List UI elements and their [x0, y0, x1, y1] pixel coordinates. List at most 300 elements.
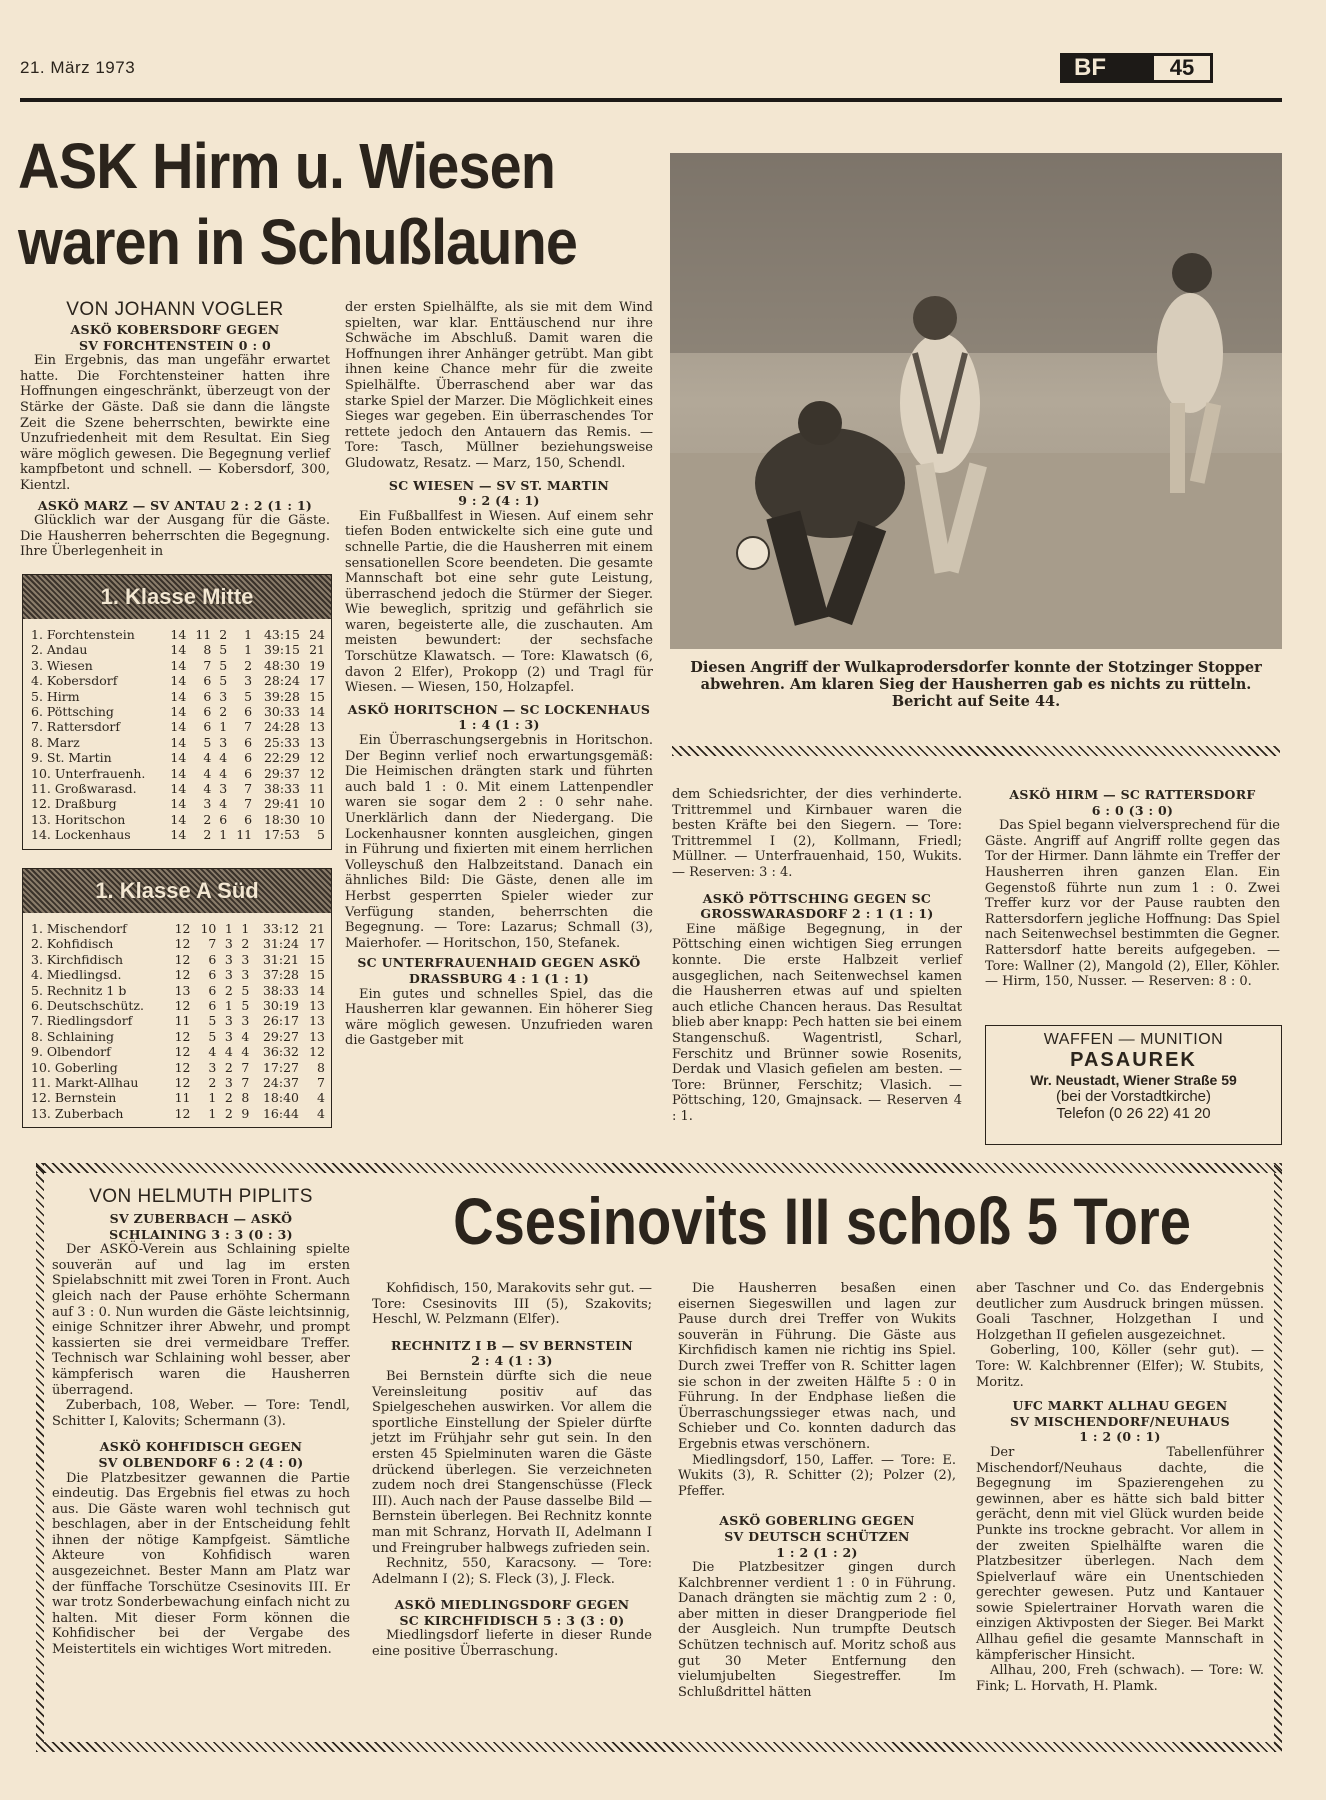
stat-cell: 6 — [203, 673, 212, 689]
match-heading: SV DEUTSCH SCHÜTZEN — [724, 1528, 910, 1544]
stat-cell: 6 — [208, 951, 217, 967]
stat-cell: 30:33 — [263, 704, 300, 720]
team-name-cell: 11. Großwarasd. — [31, 781, 137, 797]
stat-cell: 12 — [309, 1044, 325, 1060]
team-name-cell: 1. Forchtenstein — [31, 627, 135, 642]
stat-cell: 12 — [174, 921, 191, 936]
ad-company-name: PASAUREK — [1070, 1049, 1197, 1071]
team-name-cell: 2. Kohfidisch — [31, 936, 114, 952]
table-row — [31, 766, 325, 781]
stat-cell: 14 — [170, 781, 187, 797]
ad-address: Wr. Neustadt, Wiener Straße 59 — [1030, 1072, 1237, 1088]
stat-cell: 14 — [170, 750, 187, 766]
match-photo — [670, 153, 1282, 649]
standings-table-sued — [22, 868, 332, 1128]
standings-table-body — [31, 627, 325, 843]
match-heading: SV FORCHTENSTEIN 0 : 0 — [78, 337, 272, 353]
stat-cell: 5 — [219, 642, 228, 658]
team-name-cell: 8. Schlaining — [31, 1028, 115, 1044]
team-name-cell: 9. St. Martin — [31, 750, 112, 766]
stat-cell: 19 — [309, 657, 325, 673]
stat-cell: 7 — [203, 657, 212, 673]
stat-cell: 11 — [236, 827, 253, 843]
table-row — [31, 952, 325, 967]
stat-cell: 12 — [174, 951, 191, 967]
stat-cell: 3 — [224, 951, 233, 967]
page-badge — [1060, 53, 1213, 83]
team-name-cell: 3. Wiesen — [31, 657, 93, 673]
match-heading: ASKÖ PÖTTSCHING GEGEN SC GROSSWARASDORF 2 : 1 (1 : 1) — [700, 890, 934, 922]
team-name-cell: 6. Pöttsching — [31, 704, 114, 720]
header-rule — [20, 98, 1282, 102]
paragraph: Allhau, 200, Freh (schwach). — Tore: W. Fink; L. Horvath, H. Plamk. — [976, 1663, 1264, 1694]
stat-cell: 43:15 — [263, 627, 300, 642]
stat-cell: 6 — [244, 750, 253, 766]
team-name-cell: 11. Markt-Allhau — [31, 1075, 139, 1091]
team-name-cell: 5. Hirm — [31, 688, 80, 704]
table-row — [31, 812, 325, 827]
article2-headline: Csesinovits III schoß 5 Tore — [453, 1184, 1191, 1258]
stat-cell: 31:21 — [262, 951, 300, 967]
stat-cell: 4 — [219, 796, 228, 812]
paragraph: Die Platzbesitzer gingen durch Kalchbrenner verdient 1 : 0 in Führung. Danach drängten sie mächtig zum 2 : 0, aber mitten in dieser Drangperiode fiel der Ausgleich. Nun trumpfte Deutsch Schützen technisch auf. Moritz schoß aus gut 30 Meter Entfernung den vielumjubelten Siegestreffer. Im Schlußdrittel hätten — [678, 1560, 956, 1700]
stat-cell: 3 — [224, 1013, 233, 1029]
team-name-cell: 1. Mischendorf — [31, 921, 127, 936]
stat-cell: 1 — [208, 1090, 217, 1106]
stat-cell: 2 — [203, 811, 212, 827]
stat-cell: 4 — [203, 765, 212, 781]
stat-cell: 11 — [174, 1090, 191, 1106]
team-name-cell: 9. Olbendorf — [31, 1044, 111, 1060]
table-row — [31, 673, 325, 688]
stat-cell: 5 — [208, 1013, 217, 1029]
stat-cell: 5 — [208, 1028, 217, 1044]
frame-top — [36, 1163, 1282, 1173]
paragraph: der ersten Spielhälfte, als sie mit dem Wind spielten, war klar. Enttäuschend nur ihre Schwäche im Abschluß. Damit waren die Hoffnungen ihrer Anhänger getrübt. Man gibt ihnen keine Chance mehr für die zweite Spielhälfte. Überraschend aber war das starke Spiel der Marzer. Die Möglichkeit eines Sieges war gegeben. Ein überraschendes Tor rettete jedoch den Antauern das Remis. — Tore: Tasch, Müllner beziehungsweise Gludowatz, Resatz. — Marz, 150, Schendl. — [345, 300, 653, 471]
stat-cell: 38:33 — [263, 781, 300, 797]
stat-cell: 4 — [208, 1044, 217, 1060]
stat-cell: 12 — [174, 1059, 191, 1075]
stat-cell: 26:17 — [262, 1013, 300, 1029]
table-title: 1. Klasse Mitte — [100, 584, 254, 609]
stat-cell: 11 — [195, 627, 212, 642]
table-title: 1. Klasse A Süd — [95, 878, 259, 903]
team-name-cell: 12. Bernstein — [31, 1090, 117, 1106]
match-heading: ASKÖ KOHFIDISCH GEGEN — [99, 1439, 303, 1455]
stat-cell: 10 — [309, 811, 325, 827]
stat-cell: 4 — [241, 1044, 250, 1060]
stat-cell: 17 — [309, 936, 325, 952]
stat-cell: 3 — [241, 1013, 250, 1029]
stat-cell: 31:24 — [262, 936, 300, 952]
article1-headline-line1: ASK Hirm u. Wiesen — [18, 130, 555, 202]
table-row — [31, 827, 325, 842]
paragraph: Miedlingsdorf lieferte in dieser Runde eine positive Überraschung. — [372, 1628, 652, 1660]
stat-cell: 29:37 — [263, 765, 300, 781]
stat-cell: 12 — [309, 765, 325, 781]
stat-cell: 17:53 — [263, 827, 300, 843]
stat-cell: 4 — [241, 1028, 250, 1044]
paragraph: Goberling, 100, Köller (sehr gut). — Tore: W. Kalchbrenner (Elfer); W. Stubits, Moritz. — [976, 1343, 1264, 1390]
ad-line: WAFFEN — MUNITION — [1043, 1031, 1224, 1048]
table-row — [31, 658, 325, 673]
stat-cell: 1 — [219, 719, 228, 735]
paragraph: Das Spiel begann vielversprechend für die Gäste. Angriff auf Angriff rollte gegen das Tor der Hirmer. Dann lähmte ein Treffer der Hausherren ihren ganzen Elan. Ein Gegenstoß führte nun zum 1 : 0. Zwei Treffer kurz vor der Pause raubten den Rattersdorfern jegliche Hoffnung: Das Spiel nach Seitenwechsel bestimmten die Gegner. Rattersdorf hatte bereits aufgegeben. — Tore: Wallner (2), Mangold (2), Eller, Köhler. — Hirm, 150, Nusser. — Reserven: 8 : 0. — [985, 818, 1280, 990]
stat-cell: 14 — [309, 704, 325, 720]
match-heading: ASKÖ GOBERLING GEGEN — [719, 1513, 915, 1529]
advertisement-pasaurek — [985, 1025, 1282, 1145]
stat-cell: 39:28 — [263, 688, 300, 704]
paragraph: Kohfidisch, 150, Marakovits sehr gut. — Tore: Csesinovits III (5), Szakovits; Heschl, W. Pelzmann (Elfer). — [372, 1281, 652, 1328]
stat-cell: 15 — [309, 951, 325, 967]
stat-cell: 7 — [241, 1075, 250, 1091]
match-heading: SCHLAINING 3 : 3 (0 : 3) — [109, 1226, 293, 1242]
stat-cell: 6 — [203, 688, 212, 704]
stat-cell: 5 — [241, 982, 250, 998]
stat-cell: 10 — [200, 921, 217, 936]
stat-cell: 6 — [244, 704, 253, 720]
match-heading: ASKÖ KOBERSDORF GEGEN — [70, 322, 280, 337]
stat-cell: 7 — [244, 719, 253, 735]
stat-cell: 2 — [208, 1075, 217, 1091]
table-row — [31, 1090, 325, 1105]
stat-cell: 13 — [309, 719, 325, 735]
paragraph: Der ASKÖ-Verein aus Schlaining spielte souverän auf und lag im ersten Spielabschnitt mit zwei Toren in Front. Auch gleich nach der Pause erhöhte Schermann auf 3 : 0. Nun wurden die Gäste leichtsinnig, einige Schnitzer ihrer Abwehr, und prompt kassierten sie drei vermeidbare Treffer. Technisch war Schlaining wohl besser, aber kämpferisch waren die Hausherren überragend. — [52, 1242, 350, 1398]
stat-cell: 1 — [244, 627, 253, 642]
stat-cell: 2 — [219, 704, 228, 720]
stat-cell: 2 — [224, 1105, 233, 1121]
table-row — [31, 1029, 325, 1044]
brand-label: BF — [1074, 54, 1106, 81]
team-name-cell: 14. Lockenhaus — [31, 827, 131, 843]
stat-cell: 30:19 — [262, 998, 300, 1014]
stat-cell: 14 — [170, 704, 187, 720]
article1-column-2 — [345, 300, 653, 1049]
stat-cell: 14 — [170, 688, 187, 704]
stat-cell: 1 — [208, 1105, 217, 1121]
stat-cell: 5 — [244, 688, 253, 704]
article2-column-2 — [372, 1281, 652, 1660]
team-name-cell: 2. Andau — [31, 642, 88, 658]
frame-right — [1274, 1163, 1282, 1752]
stat-cell: 5 — [219, 673, 228, 689]
stat-cell: 3 — [208, 1059, 217, 1075]
stat-cell: 36:32 — [262, 1044, 300, 1060]
table-row — [31, 1044, 325, 1059]
paragraph: Die Hausherren besaßen einen eisernen Siegeswillen und lagen zur Pause durch drei Treffer von Wukits souverän in Führung. Die Gäste aus Kirchfidisch kamen nie richtig ins Spiel. Durch zwei Treffer von R. Schitter lagen sie schon in der zweiten Hälfte 5 : 0 in Führung. In der Endphase ließen die Überraschungssieger etwas nach, und Schieber und Co. konnten dadurch das Ergebnis etwas verschönern. — [678, 1281, 956, 1452]
team-name-cell: 8. Marz — [31, 734, 80, 750]
paragraph: Ein Überraschungsergebnis in Horitschon. Der Beginn verlief noch erwartungsgemäß: Die Heimischen drängten stark und führten auch bald 1 : 0. Mit einem Lattenpendler waren sie sogar dem 2 : 0 sehr nahe. Unerklärlich dann der Niedergang. Die Lockenhausner konnten ausgleichen, gingen in Führung und fixierten mit einem herrlichen Volleyschuß den Halbzeitstand. Danach ein ähnliches Bild: Die Gäste, denen alle im Herbst gesperrten Spieler wieder zur Verfügung standen, beherrschten die Begegnung. — Tore: Lazarus; Schmall (3), Maierhofer. — Horitschon, 150, Stefanek. — [345, 733, 653, 951]
ad-location-note: (bei der Vorstadtkirche) — [1055, 1088, 1212, 1105]
table-row — [31, 936, 325, 951]
team-name-cell: 4. Miedlingsd. — [31, 967, 122, 983]
stat-cell: 4 — [317, 1105, 325, 1121]
table-row — [31, 1075, 325, 1090]
stat-cell: 14 — [170, 642, 187, 658]
stat-cell: 6 — [244, 811, 253, 827]
stat-cell: 24:37 — [262, 1075, 300, 1091]
paragraph: Glücklich war der Ausgang für die Gäste. Die Hausherren beherrschten die Begegnung. Ihre Überlegenheit in — [20, 513, 330, 560]
table-row — [31, 719, 325, 734]
stat-cell: 3 — [241, 951, 250, 967]
stat-cell: 14 — [170, 811, 187, 827]
stat-cell: 7 — [244, 781, 253, 797]
issue-date: 21. März 1973 — [20, 58, 136, 77]
table-row — [31, 967, 325, 982]
match-photo-image — [670, 153, 1282, 649]
stat-cell: 1 — [224, 998, 233, 1014]
stat-cell: 11 — [174, 1013, 191, 1029]
stat-cell: 3 — [224, 1075, 233, 1091]
stat-cell: 22:29 — [263, 750, 300, 766]
stat-cell: 15 — [309, 967, 325, 983]
stat-cell: 4 — [219, 750, 228, 766]
stat-cell: 12 — [174, 1044, 191, 1060]
team-name-cell: 10. Unterfrauenh. — [31, 765, 146, 781]
stat-cell: 12 — [309, 750, 325, 766]
stat-cell: 1 — [219, 827, 228, 843]
match-heading: ASKÖ HORITSCHON — SC LOCKENHAUS 1 : 4 (1 : 3) — [347, 701, 651, 733]
team-name-cell: 5. Rechnitz 1 b — [31, 982, 127, 998]
stat-cell: 8 — [241, 1090, 250, 1106]
stat-cell: 1 — [241, 921, 250, 936]
stat-cell: 4 — [219, 765, 228, 781]
photo-caption: Diesen Angriff der Wulkaprodersdorfer konnte der Stotzinger Stopper abwehren. Am klaren Sieg der Hausherren gab es nichts zu rütteln. Bericht auf Seite 44. — [690, 659, 1262, 710]
table-header-band — [23, 575, 331, 619]
paragraph: Bei Bernstein dürfte sich die neue Vereinsleitung positiv auf das Spielgeschehen auswirken. Vor allem die sportliche Einstellung der Spieler dürfte jetzt im Frühjahr sehr gut sein. In den ersten 45 Spielminuten waren die Gäste drückend überlegen. Sie verzeichneten zudem noch drei Stangenschüsse (Fleck III). Auch nach der Pause dasselbe Bild — Bernstein überlegen. Bei Rechnitz konnte man mit Schranz, Horvath II, Adelmann I und Freingruber halbwegs zufrieden sein. — [372, 1368, 652, 1556]
table-row — [31, 1060, 325, 1075]
stat-cell: 48:30 — [263, 657, 300, 673]
stat-cell: 3 — [224, 936, 233, 952]
ad-phone: Telefon (0 26 22) 41 20 — [1056, 1105, 1211, 1122]
stat-cell: 29:27 — [262, 1028, 300, 1044]
stat-cell: 18:40 — [262, 1090, 300, 1106]
team-name-cell: 13. Zuberbach — [31, 1105, 124, 1121]
stat-cell: 14 — [170, 827, 187, 843]
stat-cell: 25:33 — [263, 734, 300, 750]
stat-cell: 12 — [174, 1105, 191, 1121]
match-heading: RECHNITZ I B — SV BERNSTEIN — [391, 1337, 633, 1353]
match-heading: SV ZUBERBACH — ASKÖ — [109, 1211, 293, 1226]
stat-cell: 13 — [309, 1013, 325, 1029]
team-name-cell: 4. Kobersdorf — [31, 673, 118, 689]
stat-cell: 6 — [219, 811, 228, 827]
stat-cell: 12 — [174, 1075, 191, 1091]
stat-cell: 18:30 — [263, 811, 300, 827]
paragraph: Zuberbach, 108, Weber. — Tore: Tendl, Schitter I, Kalovits; Schermann (3). — [52, 1398, 350, 1429]
team-name-cell: 12. Draßburg — [31, 796, 117, 812]
table-row — [31, 998, 325, 1013]
stat-cell: 10 — [309, 796, 325, 812]
match-heading: UFC MARKT ALLHAU GEGEN — [1012, 1398, 1228, 1414]
match-heading: ASKÖ HIRM — SC RATTERSDORF — [1009, 787, 1256, 802]
match-heading: ASKÖ MIEDLINGSDORF GEGEN — [394, 1597, 630, 1613]
article1-headline-line2: waren in Schußlaune — [18, 206, 578, 278]
stat-cell: 14 — [170, 719, 187, 735]
stat-cell: 9 — [241, 1105, 250, 1121]
paragraph: Miedlingsdorf, 150, Laffer. — Tore: E. Wukits (3), R. Schitter (2); Polzer (2), Pfeffer. — [678, 1452, 956, 1499]
stat-cell: 6 — [244, 765, 253, 781]
table-row — [31, 750, 325, 765]
stat-cell: 5 — [317, 827, 325, 843]
stat-cell: 13 — [309, 1028, 325, 1044]
match-heading: SC UNTERFRAUENHAID GEGEN ASKÖ DRASSBURG 4 : 1 (1 : 1) — [357, 955, 641, 986]
stat-cell: 1 — [244, 642, 253, 658]
article2-byline: VON HELMUTH PIPLITS — [89, 1186, 313, 1207]
paragraph: Ein Fußballfest in Wiesen. Auf einem sehr tiefen Boden entwickelte sich eine gute und schnelle Partie, die die Hausherren mit einem sensationellen Score beendeten. Die gesamte Mannschaft bot eine sehr gute Leistung, überraschend jedoch die Stürmer der Sieger. Wie beweglich, spritzig und gefährlich sie waren, begeisterte alle, die zuschauten. Am meisten bewundert: der sechsfache Torschütze Klawatsch. — Tore: Klawatsch (6, davon 2 Elfer), Prokopp (2) und Tragl für Wiesen. — Wiesen, 150, Holzapfel. — [345, 508, 653, 696]
stat-cell: 6 — [203, 704, 212, 720]
paragraph: dem Schiedsrichter, der dies verhinderte. Trittremmel und Kirnbauer waren die besten Kräfte bei den Siegern. — Tore: Trittremmel I (2), Kollmann, Friedl; Müllner. — Unterfrauenhaid, 150, Wukits. — Reserven: 3 : 4. — [672, 787, 962, 880]
match-heading: SC WIESEN — SV ST. MARTIN — [388, 477, 610, 493]
stat-cell: 14 — [170, 673, 187, 689]
paragraph: Ein gutes und schnelles Spiel, das die Hausherren klar gewannen. Ein höherer Sieg wäre möglich gewesen. Unzufrieden waren die Gastgeber mit — [345, 986, 653, 1049]
stat-cell: 14 — [170, 734, 187, 750]
stat-cell: 2 — [241, 936, 250, 952]
stat-cell: 13 — [174, 982, 191, 998]
stat-cell: 3 — [244, 673, 253, 689]
table-row — [31, 689, 325, 704]
stat-cell: 17 — [309, 673, 325, 689]
stat-cell: 12 — [174, 936, 191, 952]
paragraph: Ein Ergebnis, das man ungefähr erwartet hatte. Die Forchtensteiner hatten ihre Hoffnungen eingeschränkt, überzeugt von der Stärke der Gäste. Daß sie dann die längste Zeit die Szene beherrschten, bewirkte eine Unzufriedenheit mit dem Resultat. Ein Sieg wäre möglich gewesen. Die Begegnung verlief kampfbetont und schnell. — Kobersdorf, 300, Kientzl. — [20, 353, 330, 493]
caption-divider — [672, 746, 1280, 756]
stat-cell: 3 — [224, 1028, 233, 1044]
table-row — [31, 781, 325, 796]
stat-cell: 3 — [241, 967, 250, 983]
stat-cell: 2 — [203, 827, 212, 843]
stat-cell: 4 — [203, 750, 212, 766]
paragraph: Die Platzbesitzer gewannen die Partie eindeutig. Das Ergebnis fiel etwas zu hoch aus. Die Gäste waren wohl technisch gut beschlagen, aber in der Entscheidung fehlt ihnen der nötige Kampfgeist. Sämtliche Akteure von Kohfidisch waren ausgezeichnet. Bester Mann am Platz war der fünffache Torschütze Csesinovits III. Er war trotz Sonderbewachung einfach nicht zu halten. Mit dieser Form können die Kohfidischer bei der Vergabe des Meistertitels ein wichtiges Wort mitreden. — [52, 1470, 350, 1658]
stat-cell: 21 — [309, 921, 325, 936]
stat-cell: 5 — [241, 998, 250, 1014]
stat-cell: 29:41 — [263, 796, 300, 812]
stat-cell: 6 — [208, 998, 217, 1014]
match-heading: SV OLBENDORF 6 : 2 (4 : 0) — [98, 1454, 304, 1470]
stat-cell: 33:12 — [262, 921, 300, 936]
stat-cell: 14 — [170, 657, 187, 673]
stat-cell: 12 — [174, 1028, 191, 1044]
paragraph: Der Tabellenführer Mischendorf/Neuhaus dachte, die Begegnung im Spazierengehen zu gewinnen, aber es hätte sich bald bitter gerächt, denn mit viel Glück wurden beide Punkte ins trockne gebracht. Vor allem in der zweiten Spielhälfte waren die Platzbesitzer überlegen. Nach dem Spielverlauf wäre ein Unentschieden gerechter gewesen. Putz und Kantauer sowie Spielertrainer Horvath waren die einzigen Aktivposten der Sieger. Bei Markt Allhau gefiel die gesamte Mannschaft in kämpferischer Hinsicht. — [976, 1444, 1264, 1663]
table-row — [31, 1013, 325, 1028]
stat-cell: 3 — [224, 967, 233, 983]
match-heading: ASKÖ MARZ — SV ANTAU 2 : 2 (1 : 1) — [37, 497, 313, 513]
standings-table-mitte — [22, 574, 332, 850]
stat-cell: 24:28 — [263, 719, 300, 735]
stat-cell: 16:44 — [262, 1105, 300, 1121]
table-row — [31, 983, 325, 998]
article1-byline: VON JOHANN VOGLER — [66, 299, 284, 320]
stat-cell: 21 — [309, 642, 325, 658]
stat-cell: 6 — [244, 734, 253, 750]
team-name-cell: 13. Horitschon — [31, 811, 126, 827]
table-row — [31, 627, 325, 642]
stat-cell: 13 — [309, 998, 325, 1014]
stat-cell: 15 — [309, 688, 325, 704]
stat-cell: 7 — [208, 936, 217, 952]
stat-cell: 13 — [309, 734, 325, 750]
frame-left — [36, 1163, 44, 1752]
stat-cell: 1 — [224, 921, 233, 936]
table-row — [31, 796, 325, 811]
stat-cell: 17:27 — [262, 1059, 300, 1075]
team-name-cell: 6. Deutschschütz. — [31, 998, 144, 1014]
stat-cell: 7 — [241, 1059, 250, 1075]
stat-cell: 8 — [317, 1059, 325, 1075]
stat-cell: 14 — [170, 796, 187, 812]
table-row — [31, 1106, 325, 1121]
stat-cell: 4 — [317, 1090, 325, 1106]
stat-cell: 3 — [219, 688, 228, 704]
paragraph: aber Taschner und Co. das Endergebnis deutlicher zum Ausdruck bringen müssen. Goali Taschner, Holzgethan I und Holzgethan II gefielen ausgezeichnet. — [976, 1281, 1264, 1343]
stat-cell: 6 — [208, 967, 217, 983]
stat-cell: 3 — [219, 734, 228, 750]
table-header-band — [23, 869, 331, 913]
match-heading: 1 : 2 (1 : 2) — [776, 1544, 858, 1560]
stat-cell: 38:33 — [262, 982, 300, 998]
stat-cell: 5 — [203, 734, 212, 750]
stat-cell: 2 — [224, 1059, 233, 1075]
stat-cell: 28:24 — [263, 673, 300, 689]
match-heading: 2 : 4 (1 : 3) — [471, 1353, 553, 1369]
table-row — [31, 642, 325, 657]
table-row — [31, 735, 325, 750]
stat-cell: 4 — [203, 781, 212, 797]
stat-cell: 7 — [244, 796, 253, 812]
team-name-cell: 10. Goberling — [31, 1059, 118, 1075]
stat-cell: 8 — [203, 642, 212, 658]
match-heading: SC KIRCHFIDISCH 5 : 3 (3 : 0) — [399, 1612, 625, 1628]
team-name-cell: 7. Rattersdorf — [31, 719, 121, 735]
paragraph: Eine mäßige Begegnung, in der Pöttsching einen wichtigen Sieg errungen konnte. Die erste Halbzeit verlief ausgeglichen, nach Seitenwechsel kamen die Hausherren etwas auf und spielten auch etliche Chancen heraus. Das Resultat blieb aber knapp: Pech hatten sie bei einem Stangenschuß. Wagentristl, Scharl, Ferschitz und Brünner sowie Rosenits, Derdak und Vlasich gefielen am besten. — Tore: Brünner, Ferschitz; Vlasich. — Pöttsching, 120, Gmajnsack. — Reserven 4 : 1. — [672, 921, 962, 1124]
match-heading: 6 : 0 (3 : 0) — [1091, 802, 1174, 818]
article1-column-4 — [985, 787, 1280, 990]
stat-cell: 14 — [170, 627, 187, 642]
stat-cell: 14 — [309, 982, 325, 998]
stat-cell: 3 — [219, 781, 228, 797]
stat-cell: 11 — [309, 781, 325, 797]
article1-column-1 — [20, 298, 330, 560]
stat-cell: 5 — [219, 657, 228, 673]
match-heading: SV MISCHENDORF/NEUHAUS — [1010, 1413, 1230, 1429]
page-number: 45 — [1154, 56, 1210, 80]
frame-bottom — [36, 1742, 1282, 1752]
stat-cell: 3 — [203, 796, 212, 812]
stat-cell: 6 — [208, 982, 217, 998]
team-name-cell: 3. Kirchfidisch — [31, 951, 124, 967]
stat-cell: 7 — [317, 1075, 325, 1091]
match-heading: 1 : 2 (0 : 1) — [1079, 1429, 1161, 1445]
stat-cell: 14 — [170, 765, 187, 781]
article1-headline — [18, 128, 594, 280]
table-row — [31, 921, 325, 936]
article2-column-4 — [976, 1281, 1264, 1694]
stat-cell: 2 — [219, 627, 228, 642]
stat-cell: 2 — [244, 657, 253, 673]
article2-column-1 — [52, 1185, 350, 1658]
stat-cell: 39:15 — [263, 642, 300, 658]
stat-cell: 6 — [203, 719, 212, 735]
stat-cell: 12 — [174, 998, 191, 1014]
stat-cell: 4 — [224, 1044, 233, 1060]
match-heading: 9 : 2 (4 : 1) — [458, 493, 540, 509]
article1-column-3 — [672, 787, 962, 1124]
standings-table-body — [31, 921, 325, 1121]
table-row — [31, 704, 325, 719]
article2-column-3 — [678, 1281, 956, 1700]
team-name-cell: 7. Riedlingsdorf — [31, 1013, 133, 1029]
stat-cell: 37:28 — [262, 967, 300, 983]
paragraph: Rechnitz, 550, Karacsony. — Tore: Adelmann I (2); S. Fleck (3), J. Fleck. — [372, 1556, 652, 1587]
